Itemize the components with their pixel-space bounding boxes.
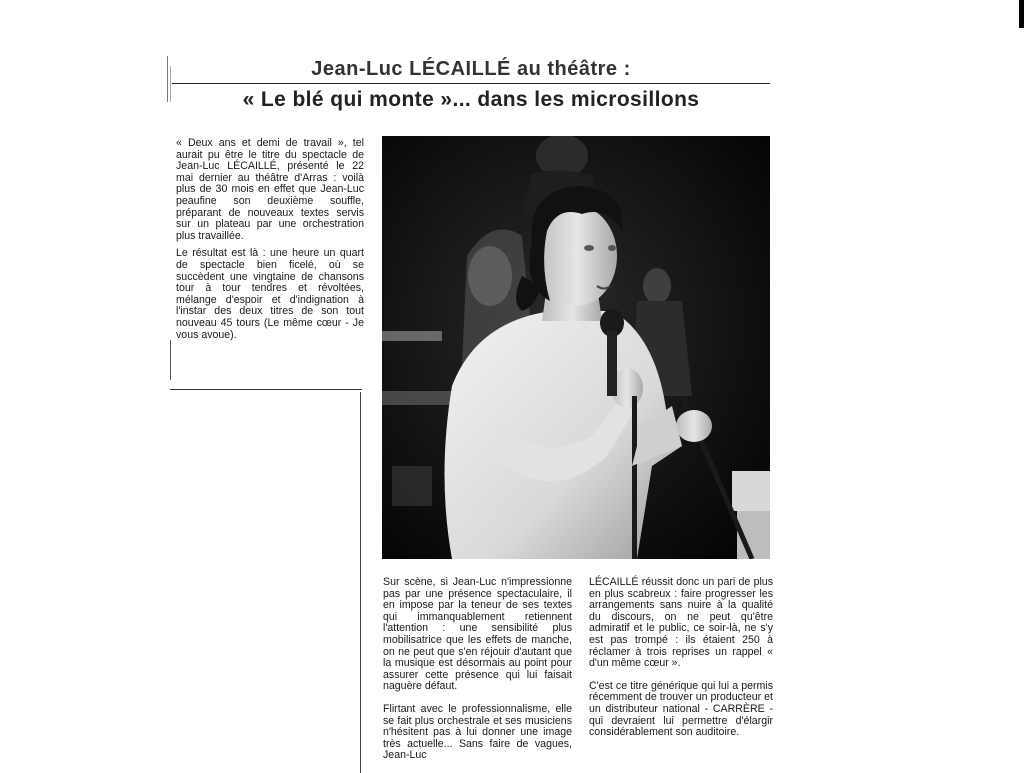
headline-rule — [172, 83, 770, 84]
column-divider — [360, 392, 361, 773]
column-marker — [170, 340, 171, 380]
headline-line-2: « Le blé qui monte »... dans les microsillons — [242, 88, 700, 111]
margin-rule — [167, 56, 168, 102]
paragraph: C'est ce titre générique qui lui a permis récemment de trouver un producteur et un distributeur national - CARRÈRE - qui devraient lui permettre d'élargir considérablement son auditoire. — [589, 679, 773, 739]
headline-line-1: Jean-Luc LÉCAILLÉ au théâtre : — [311, 58, 631, 80]
paragraph: « Deux ans et demi de travail », tel aurait pu être le titre du spectacle de Jean-Luc LÉCAILLÉ, présenté le 22 mai dernier au théâtre d'Arras : voilà plus de 30 mois en effet que Jean-Luc peaufine son deuxième souffle, préparant de nouveaux textes servis sur un plateau par une orchestration plus travaillée. — [176, 137, 364, 242]
concert-photo — [382, 136, 770, 559]
column-rule — [170, 389, 362, 390]
paragraph: LÉCAILLÉ réussit donc un pari de plus en plus scabreux : faire progresser les arrangements sans nuire à la qualité du discours, on ne peut qu'être admiratif et le public, ce soir-là, ne s'y est pas trompé : ils étaient 250 à réclamer à trois reprises un rappel « d'un même cœur ». — [589, 576, 773, 670]
paragraph: Flirtant avec le professionnalisme, elle se fait plus orchestrale et ses musiciens n'hésitent pas à lui donner une image très actuelle... Sans faire de vagues, Jean-Luc — [383, 702, 572, 762]
article-column-left — [176, 138, 364, 347]
scan-edge-mark — [1019, 0, 1024, 28]
singer-photo-illustration — [382, 136, 770, 559]
article-column-middle — [383, 577, 572, 773]
headline — [172, 56, 770, 114]
paragraph: Le résultat est là : une heure un quart de spectacle bien ficelé, où se succèdent une vingtaine de chansons tour à tour tendres et révoltées, mélange d'espoir et d'indignation à l'instar des deux titres de son tout nouveau 45 tours (Le même cœur - Je vous avoue). — [176, 247, 364, 341]
paragraph: Sur scène, si Jean-Luc n'impressionne pas par une présence spectaculaire, il en impose par la teneur de ses textes qui immanquablement retiennent l'attention : une sensibilité plus mobilisatrice que les effets de manche, on ne peut que s'en réjouir d'autant que la musique est désormais au point pour assurer cette présence qui lui faisait naguère défaut. — [383, 576, 572, 693]
article-column-right — [589, 577, 773, 750]
margin-rule-2 — [170, 66, 171, 102]
